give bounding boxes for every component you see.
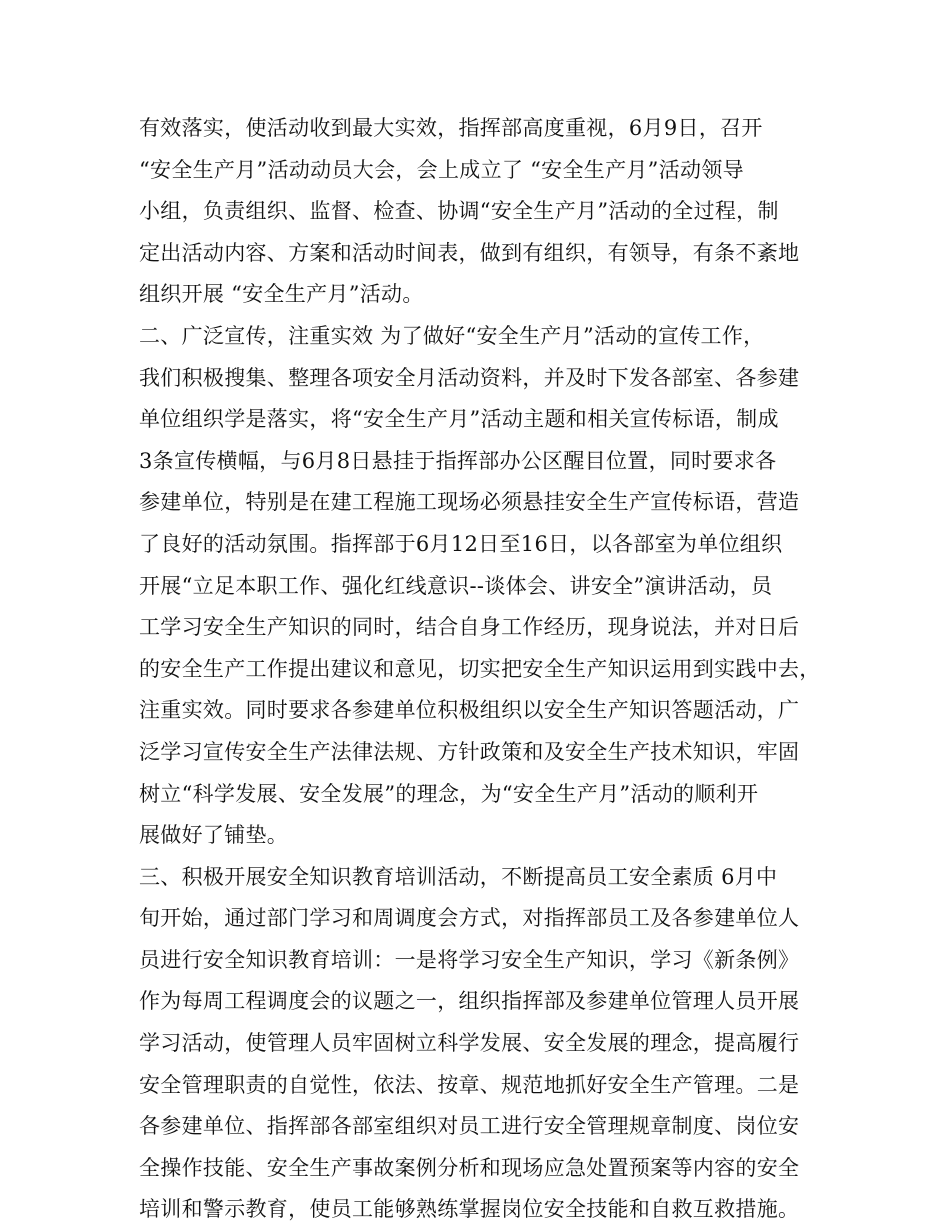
text-line: 我们积极搜集、整理各项安全月活动资料，并及时下发各部室、各参建 xyxy=(139,365,800,390)
text-line: 旬开始，通过部门学习和周调度会方式，对指挥部员工及各参建单位人 xyxy=(139,906,800,931)
text-line: 定出活动内容、方案和活动时间表，做到有组织，有领导，有条不紊地 xyxy=(139,240,800,265)
section-heading-line: 二、广泛宣传，注重实效 为了做好“安全生产月”活动的宣传工作， xyxy=(139,323,765,348)
text-line: 各参建单位、指挥部各部室组织对员工进行安全管理规章制度、岗位安 xyxy=(139,1114,800,1139)
text-line: 学习活动，使管理人员牢固树立科学发展、安全发展的理念，提高履行 xyxy=(139,1031,800,1056)
text-line: 了良好的活动氛围。指挥部于6月12日至16日，以各部室为单位组织 xyxy=(139,531,783,556)
text-line: 3条宣传横幅，与6月8日悬挂于指挥部办公区醒目位置，同时要求各 xyxy=(139,448,777,473)
text-line: 有效落实，使活动收到最大实效，指挥部高度重视，6月9日，召开 xyxy=(139,116,763,140)
text-line: 展做好了铺垫。 xyxy=(139,823,289,848)
text-line: “安全生产月”活动动员大会，会上成立了 “安全生产月”活动领导 xyxy=(139,157,744,182)
document-body xyxy=(139,108,829,1231)
text-line: 培训和警示教育，使员工能够熟练掌握岗位安全技能和自救互救措施。 xyxy=(139,1197,800,1222)
text-line: 注重实效。同时要求各参建单位积极组织以安全生产知识答题活动，广 xyxy=(139,698,800,723)
text-line: 的安全生产工作提出建议和意见，切实把安全生产知识运用到实践中去， xyxy=(139,656,821,681)
text-line: 组织开展 “安全生产月”活动。 xyxy=(139,282,424,307)
text-line: 安全管理职责的自觉性，依法、按章、规范地抓好安全生产管理。二是 xyxy=(139,1072,800,1097)
text-line: 作为每周工程调度会的议题之一，组织指挥部及参建单位管理人员开展 xyxy=(139,989,800,1014)
text-line: 全操作技能、安全生产事故案例分析和现场应急处置预案等内容的安全 xyxy=(139,1155,800,1180)
text-line: 泛学习宣传安全生产法律法规、方针政策和及安全生产技术知识，牢固 xyxy=(139,739,800,764)
text-line: 小组，负责组织、监督、检查、协调“安全生产月”活动的全过程，制 xyxy=(139,199,779,224)
text-line: 工学习安全生产知识的同时，结合自身工作经历，现身说法，并对日后 xyxy=(139,615,800,640)
text-line: 单位组织学是落实，将“安全生产月”活动主题和相关宣传标语，制成 xyxy=(139,407,779,432)
text-line: 树立“科学发展、安全发展”的理念，为“安全生产月”活动的顺利开 xyxy=(139,781,759,806)
text-line: 员进行安全知识教育培训：一是将学习安全生产知识，学习《新条例》 xyxy=(139,947,800,972)
text-line: 开展“立足本职工作、强化红线意识--谈体会、讲安全”演讲活动，员 xyxy=(139,573,773,598)
text-line: 参建单位，特别是在建工程施工现场必须悬挂安全生产宣传标语，营造 xyxy=(139,490,800,515)
section-heading-line: 三、积极开展安全知识教育培训活动，不断提高员工安全素质 6月中 xyxy=(139,864,778,889)
